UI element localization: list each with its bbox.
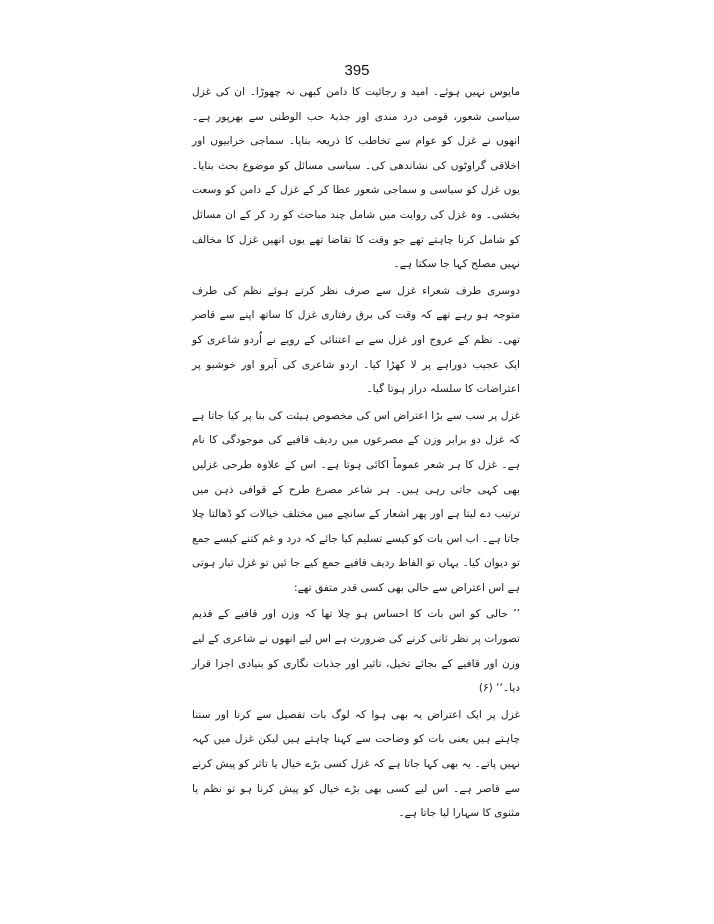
paragraph: دوسری طرف شعراء غزل سے صرف نظر کرتے ہوئے نظم کی طرف متوجہ ہو رہے تھے کہ وقت کی برق رفتاری غزل کا ساتھ اپنے سے قاصر تھی۔ نظم کے عروج اور غزل سے بے اعتنائی کے رویے نے اُردو شاعری کو ایک عجیب دوراہے پر لا کھڑا کیا۔ اردو شاعری کی آبرو اور خوشبو پر اعتراضات کا سلسلہ دراز ہوتا گیا۔ — [192, 284, 520, 396]
page-body-text — [192, 80, 520, 828]
quotation: ’’ حالی کو اس بات کا احساس ہو چلا تھا کہ وزن اور قافیے کے قدیم تصورات پر نظر ثانی کرنے کی ضرورت ہے اس لیے انھوں نے شاعری کے لیے وزن اور قافیے کے بجائے تخیل، تاثیر اور جذبات نگاری کو بنیادی اجزا قرار دیا۔‘‘ (۶) — [192, 608, 520, 695]
paragraph: مایوس نہیں ہوئے۔ امید و رجائیت کا دامن کبھی نہ چھوڑا۔ ان کی غزل سیاسی شعور، قومی درد مندی اور جذبۂ حب الوطنی سے بھرپور ہے۔ انھوں نے غزل کو عوام سے تخاطب کا ذریعہ بنایا۔ سماجی خرابیوں اور اخلاقی گراوٹوں کی نشاندھی کی۔ سیاسی مسائل کو موضوع بحث بنایا۔ یوں غزل کو سیاسی و سماجی شعور عطا کر کے غزل کے دامن کو وسعت بخشی۔ وہ غزل کی روایت میں شامل چند مباحث کو رد کر کے ان مسائل کو شامل کرنا چاہتے تھے جو وقت کا تقاضا تھے یوں انھیں غزل کا مخالف نہیں مصلح کہا جا سکتا ہے۔ — [192, 86, 520, 271]
paragraph: غزل پر ایک اعتراض یہ بھی ہوا کہ لوگ بات تفصیل سے کرنا اور سننا چاہتے ہیں یعنی بات کو وضاحت سے کہنا چاہتے ہیں لیکن غزل میں کہہ نہیں پاتے۔ یہ بھی کہا جاتا ہے کہ غزل کسی بڑے خیال یا تاثر کو پیش کرنے سے قاصر ہے۔ اس لیے کسی بھی بڑے خیال کو پیش کرنا ہو تو نظم یا مثنوی کا سہارا لیا جاتا ہے۔ — [192, 708, 520, 820]
page-number: 395 — [344, 62, 370, 79]
paragraph: غزل پر سب سے بڑا اعتراض اس کی مخصوص ہیئت کی بنا پر کیا جاتا ہے کہ غزل دو برابر وزن کے مصرعوں میں ردیف قافیے کی موجودگی کا نام ہے۔ غزل کا ہر شعر عموماً اکائی ہوتا ہے۔ اس کے علاوہ طرحی غزلیں بھی کہی جاتی رہی ہیں۔ ہر شاعر مصرع طرح کے قوافی ذہن میں ترتیب دے لیتا ہے اور پھر اشعار کے سانچے میں مختلف خیالات کو ڈھالتا چلا جاتا ہے۔ اب اس بات کو کیسے تسلیم کیا جائے کہ درد و غم کتنے کیسے جمع تو دیوان کیا۔ یہاں تو الفاظ ردیف قافیے جمع کیے جا ئیں تو غزل تیار ہوتی ہے اس اعتراض سے حالی بھی کسی قدر متفق تھے: — [192, 409, 520, 594]
